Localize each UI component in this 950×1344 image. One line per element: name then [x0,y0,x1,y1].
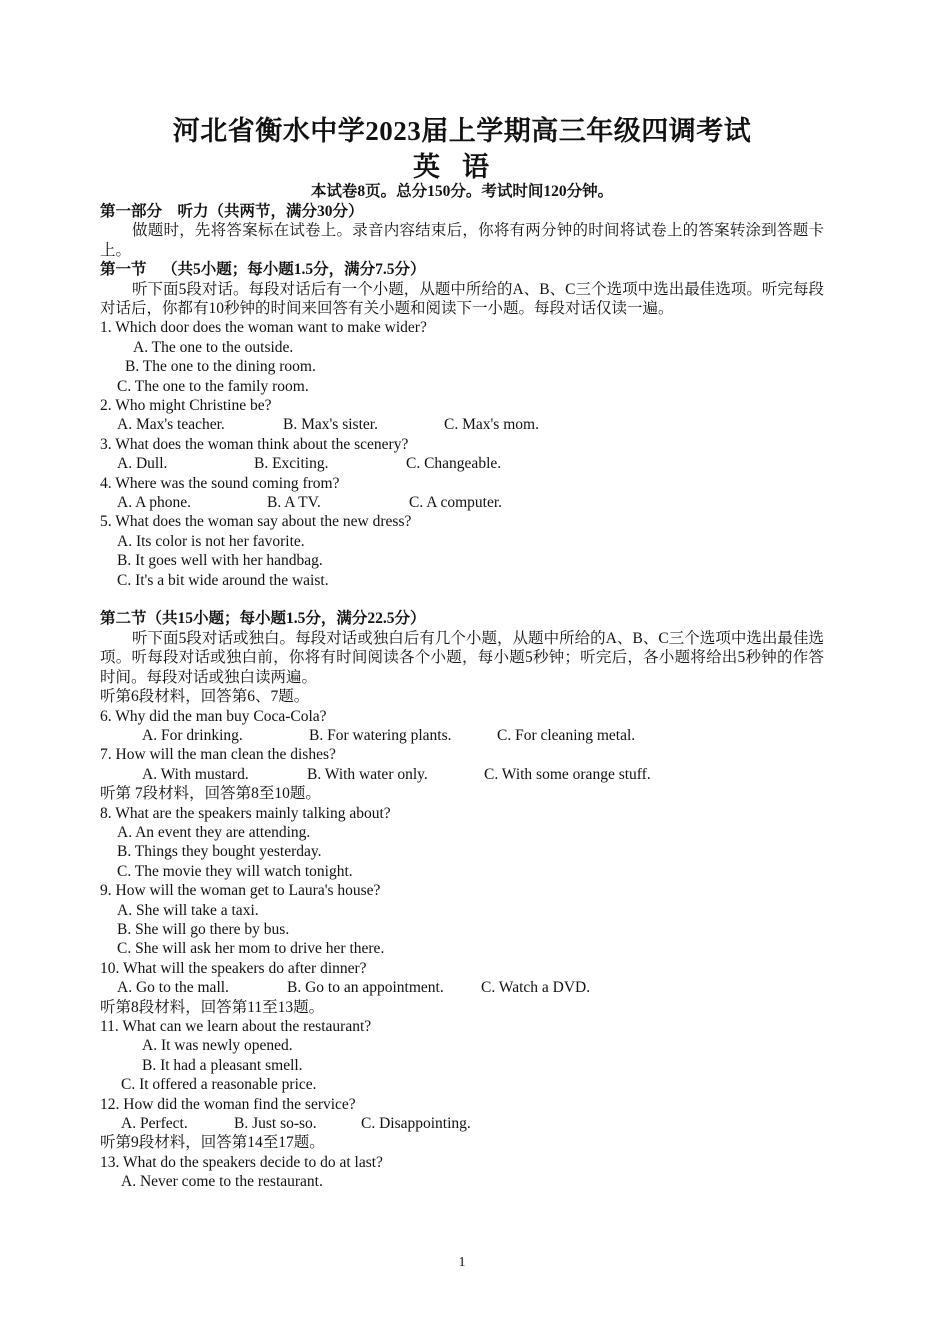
question-stem: 8. What are the speakers mainly talking about? [100,804,391,822]
answer-option: A. An event they are attending. [117,823,311,841]
answer-option: B. With water only. [307,765,428,783]
answer-option: C. The movie they will watch tonight. [117,862,353,880]
option-row [100,454,824,473]
question-stem: 12. How did the woman find the service? [100,1095,356,1113]
answer-option: C. The one to the family room. [117,377,309,395]
option-row [100,726,824,745]
answer-option: A. A phone. [117,494,192,512]
question-stem: 10. What will the speakers do after dinner? [100,959,367,977]
blank-line [100,590,824,609]
subject-title: 英语 [413,152,511,182]
answer-option: A. Dull. [117,455,168,473]
option-row [100,765,824,784]
question-stem: 6. Why did the man buy Coca-Cola? [100,707,327,725]
instruction-paragraph: 听下面5段对话。每段对话后有一个小题，从题中所给的A、B、C三个选项中选出最佳选项。听完每段对话后，你都有10秒钟的时间来回答有关小题和阅读下一小题。每段对话仅读一遍。 [100,280,824,318]
section-heading: 第二节（共15小题；每小题1.5分，满分22.5分） [100,610,426,628]
question-stem: 4. Where was the sound coming from? [100,474,340,492]
answer-option: C. Watch a DVD. [481,979,591,997]
question-stem: 13. What do the speakers decide to do at last? [100,1153,383,1171]
answer-option: B. A TV. [267,494,321,512]
answer-option: B. Exciting. [254,455,329,473]
answer-option: B. The one to the dining room. [125,358,316,376]
answer-option: B. Things they bought yesterday. [117,843,322,861]
question-stem: 3. What does the woman think about the scenery? [100,435,409,453]
exam-info: 本试卷8页。总分150分。考试时间120分钟。 [310,183,614,200]
answer-option: B. Max's sister. [283,416,378,434]
exam-title: 河北省衡水中学2023届上学期高三年级四调考试 [172,116,752,146]
section-heading: 第一部分 听力（共两节，满分30分） [100,203,364,220]
answer-option: C. Disappointing. [361,1114,471,1132]
question-stem: 1. Which door does the woman want to make wider? [100,319,427,337]
answer-option: B. She will go there by bus. [117,920,290,938]
question-stem: 2. Who might Christine be? [100,397,272,415]
option-row [100,415,824,434]
answer-option: A. She will take a taxi. [117,901,259,919]
question-stem: 7. How will the man clean the dishes? [100,746,336,764]
answer-option: C. Changeable. [406,455,502,473]
answer-option: C. Max's mom. [444,416,539,434]
exam-content [100,202,824,1192]
answer-option: C. It's a bit wide around the waist. [117,571,329,589]
answer-option: A. Go to the mall. [117,979,229,997]
page-number: 1 [458,1255,466,1270]
answer-option: A. Its color is not her favorite. [117,532,305,550]
question-stem: 5. What does the woman say about the new dress? [100,513,412,531]
answer-option: B. For watering plants. [309,726,452,744]
material-note: 听第9段材料，回答第14至17题。 [100,1134,325,1152]
answer-option: A. Never come to the restaurant. [121,1173,323,1191]
answer-option: A. Perfect. [121,1114,188,1132]
answer-option: B. Just so-so. [234,1114,317,1132]
material-note: 听第6段材料，回答第6、7题。 [100,688,310,706]
instruction-paragraph: 听下面5段对话或独白。每段对话或独白后有几个小题，从题中所给的A、B、C三个选项中选出最佳选项。听每段对话或独白前，你将有时间阅读各个小题，每小题5秒钟；听完后，各小题将给出5秒钟的作答时间。每段对话或独白读两遍。 [100,629,824,686]
material-note: 听第 7段材料，回答第8至10题。 [100,785,321,803]
option-row [100,1114,824,1133]
answer-option: B. Go to an appointment. [287,979,444,997]
answer-option: C. She will ask her mom to drive her there. [117,940,385,958]
section-heading: 第一节 （共5小题；每小题1.5分，满分7.5分） [100,261,426,279]
answer-option: C. For cleaning metal. [497,726,636,744]
question-stem: 9. How will the woman get to Laura's house? [100,882,381,900]
answer-option: B. It had a pleasant smell. [142,1056,303,1074]
instruction-paragraph: 做题时，先将答案标在试卷上。录音内容结束后，你将有两分钟的时间将试卷上的答案转涂到答题卡上。 [100,222,824,259]
answer-option: A. Max's teacher. [117,416,225,434]
answer-option: A. It was newly opened. [142,1037,293,1055]
answer-option: C. With some orange stuff. [484,765,651,783]
answer-option: C. It offered a reasonable price. [121,1076,317,1094]
answer-option: A. With mustard. [142,765,249,783]
option-row [100,978,824,997]
answer-option: A. For drinking. [142,726,243,744]
material-note: 听第8段材料，回答第11至13题。 [100,998,325,1016]
question-stem: 11. What can we learn about the restaurant? [100,1017,372,1035]
answer-option: B. It goes well with her handbag. [117,552,323,570]
answer-option: C. A computer. [409,494,502,512]
option-row [100,493,824,512]
answer-option: A. The one to the outside. [133,338,294,356]
